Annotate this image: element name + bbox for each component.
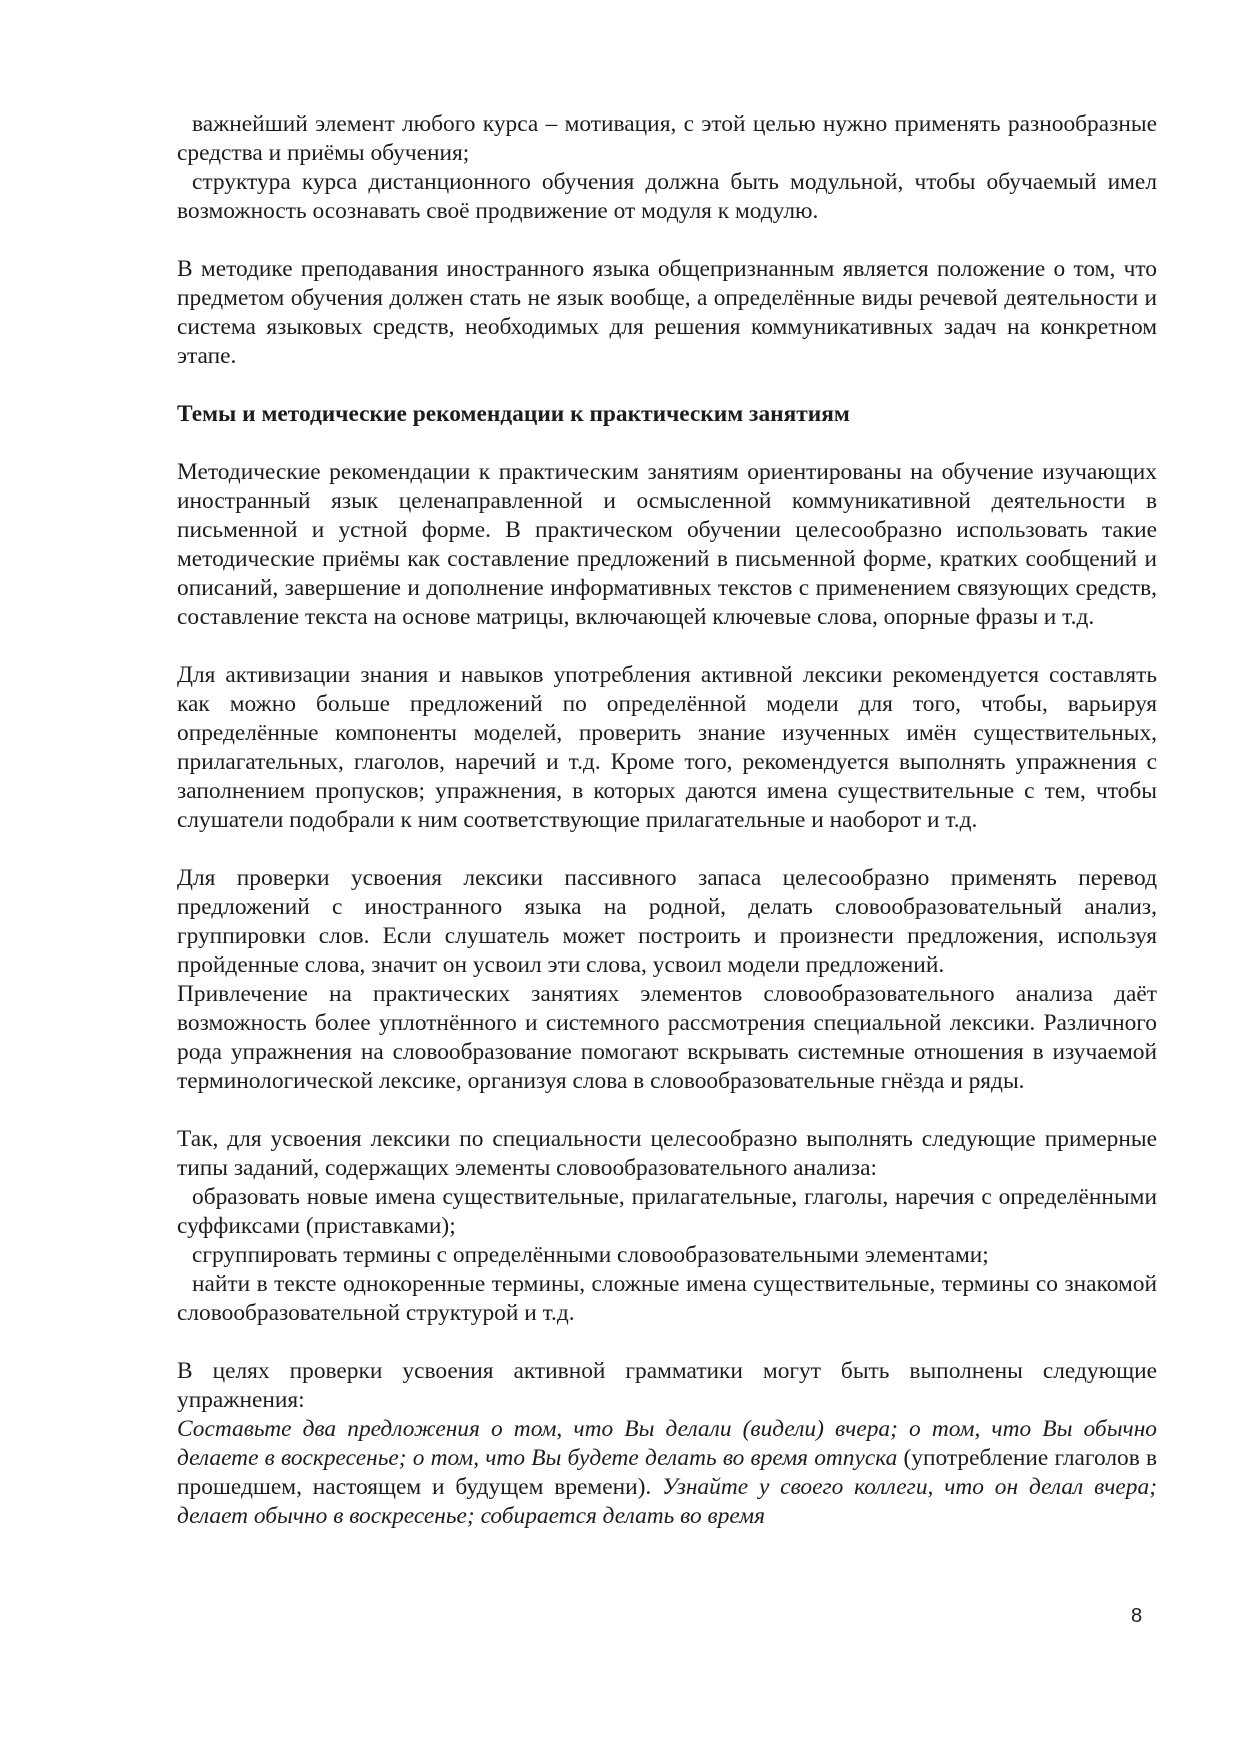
grammar-exercise-italic-1: Составьте два предложения о том, что Вы делали (видели) вчера; о том, что Вы обычно делаете в воскресенье; о том, что Вы будете делать во время отпуска: [177, 1416, 1157, 1471]
bullet-task-form-new-words: образовать новые имена существительные, прилагательные, глаголы, наречия с определёнными суффиксами (приставками);: [177, 1184, 1157, 1239]
bullet-task-find-terms: найти в тексте однокоренные термины, сложные имена существительные, термины со знакомой словообразовательной структурой и т.д.: [177, 1271, 1157, 1326]
paragraph-passive-vocabulary: Для проверки усвоения лексики пассивного запаса целесообразно применять перевод предложений с иностранного языка на родной, делать словообразовательный анализ, группировки слов. Если слушатель может построить и произнести предложения, используя пройденные слова, значит он усвоил эти слова, усвоил модели предложений.: [177, 865, 1157, 978]
paragraph-grammar-intro: В целях проверки усвоения активной грамматики могут быть выполнены следующие упражнения:: [177, 1358, 1157, 1413]
grammar-exercise-note: (употребление глаголов в прошедшем, настоящем и будущем времени).: [177, 1445, 1157, 1500]
bullet-task-group-terms: сгруппировать термины с определёнными словообразовательными элементами;: [192, 1242, 989, 1268]
paragraph-recommendations: Методические рекомендации к практическим занятиям ориентированы на обучение изучающих иностранный язык целенаправленной и осмысленной коммуникативной деятельности в письменной и устной форме. В практическом обучении целесообразно использовать такие методические приёмы как составление предложений в письменной форме, кратких сообщений и описаний, завершение и дополнение информативных текстов с применением связующих средств, составление текста на основе матрицы, включающей ключевые слова, опорные фразы и т.д.: [177, 459, 1157, 630]
grammar-exercise-italic-2: Узнайте у своего коллеги, что он делал вчера; делает обычно в воскресенье; собирается делать во время: [177, 1474, 1157, 1529]
bullet-motivation: важнейший элемент любого курса – мотивация, с этой целью нужно применять разнообразные средства и приёмы обучения;: [177, 111, 1157, 166]
page-number: 8: [1131, 1605, 1143, 1627]
bullet-modular-structure: структура курса дистанционного обучения должна быть модульной, чтобы обучаемый имел возможность осознавать своё продвижение от модуля к модулю.: [177, 169, 1157, 224]
paragraph-tasks-intro: Так, для усвоения лексики по специальности целесообразно выполнять следующие примерные типы заданий, содержащих элементы словообразовательного анализа:: [177, 1126, 1157, 1181]
document-page: [177, 110, 1157, 1531]
paragraph-methodology: В методике преподавания иностранного языка общепризнанным является положение о том, что предметом обучения должен стать не язык вообще, а определённые виды речевой деятельности и система языковых средств, необходимых для решения коммуникативных задач на конкретном этапе.: [177, 256, 1157, 369]
paragraph-word-formation: Привлечение на практических занятиях элементов словообразовательного анализа даёт возможность более уплотнённого и системного рассмотрения специальной лексики. Различного рода упражнения на словообразование помогают вскрывать системные отношения в изучаемой терминологической лексике, организуя слова в словообразовательные гнёзда и ряды.: [177, 981, 1157, 1094]
paragraph-grammar-exercises: [177, 1415, 1157, 1531]
section-heading: Темы и методические рекомендации к практическим занятиям: [177, 401, 850, 427]
paragraph-activation: Для активизации знания и навыков употребления активной лексики рекомендуется составлять как можно больше предложений по определённой модели для того, чтобы, варьируя определённые компоненты моделей, проверить знание изученных имён существительных, прилагательных, глаголов, наречий и т.д. Кроме того, рекомендуется выполнять упражнения с заполнением пропусков; упражнения, в которых даются имена существительные с тем, чтобы слушатели подобрали к ним соответствующие прилагательные и наоборот и т.д.: [177, 662, 1157, 833]
